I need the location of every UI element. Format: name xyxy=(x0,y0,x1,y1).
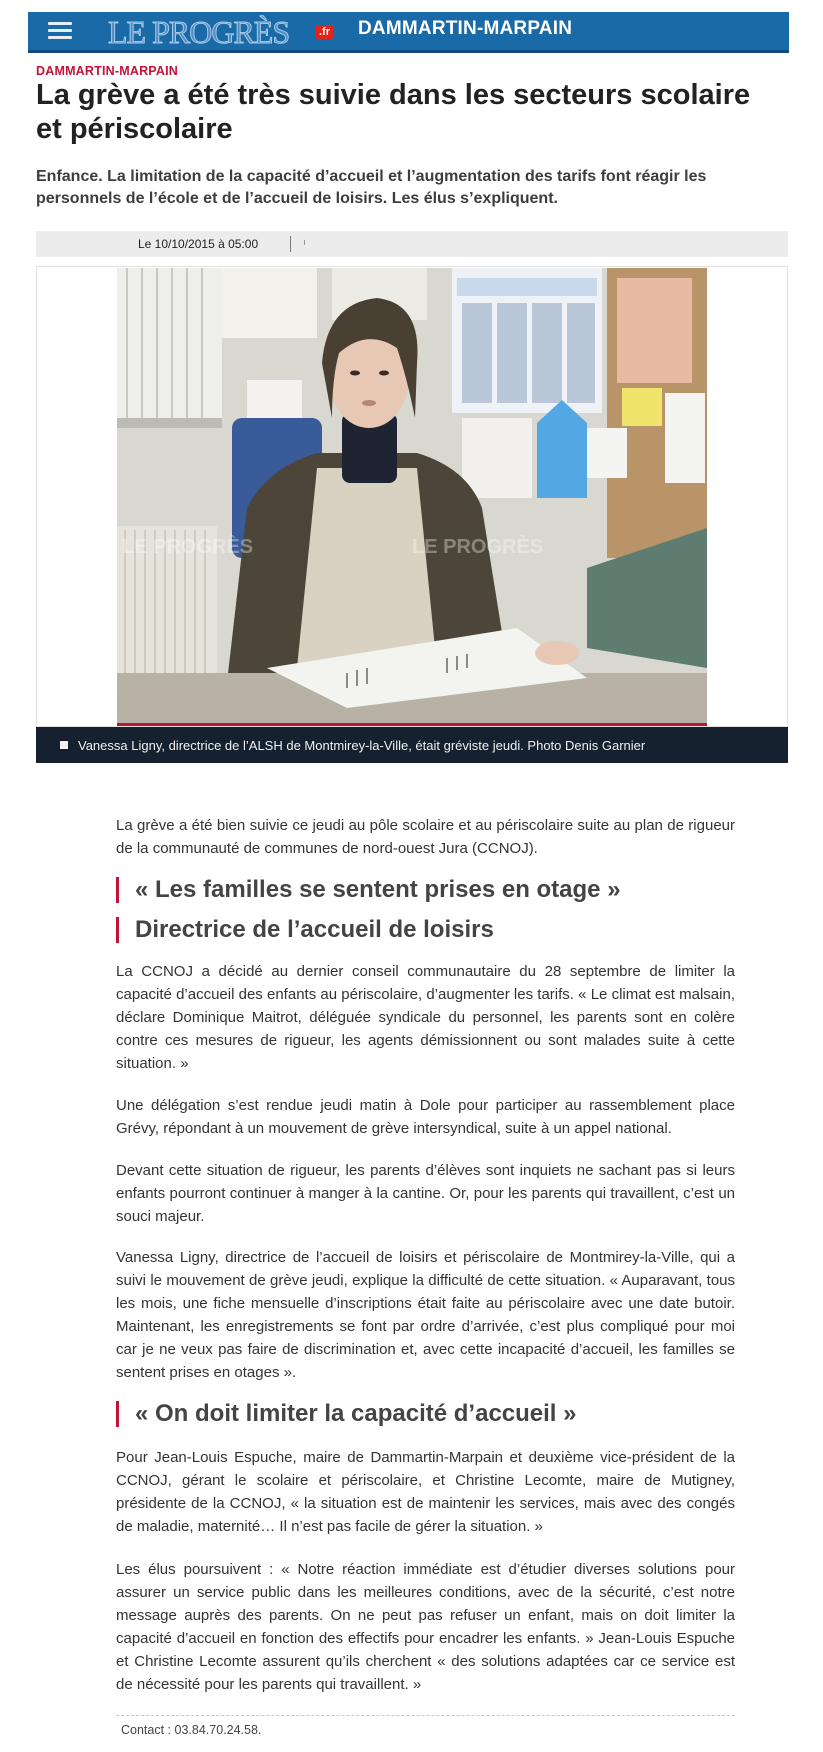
menu-button[interactable] xyxy=(28,12,92,50)
site-logo[interactable]: LE PROGRÈS xyxy=(108,14,290,50)
article-subhead: « On doit limiter la capacité d’accueil » xyxy=(116,1401,735,1427)
article-lead: Enfance. La limitation de la capacité d’accueil et l’augmentation des tarifs font réagir les personnels de l’école et de l’accueil de loisirs. Les élus s’expliquent. xyxy=(36,168,707,207)
article-paragraph: La grève a été bien suivie ce jeudi au pôle scolaire et au périscolaire suite au plan de rigueur de la communauté de communes de nord-ouest Jura (CCNOJ). xyxy=(116,817,735,857)
square-bullet-icon xyxy=(60,741,68,749)
article-meta-bar xyxy=(36,231,788,257)
photo-caption xyxy=(36,727,788,763)
article-paragraph: Pour Jean-Louis Espuche, maire de Dammartin-Marpain et deuxième vice-président de la CCNOJ, gérant le scolaire et périscolaire, et Christine Lecomte, maire de Mutigney, présidente de la CCNOJ, « la situation est de maintenir les services, mais avec des congés de maladie, maternité… Il n’est pas facile de gérer la situation. » xyxy=(116,1449,735,1535)
meta-divider xyxy=(290,236,291,252)
site-header xyxy=(28,12,789,53)
article-subhead: Directrice de l’accueil de loisirs xyxy=(116,917,735,943)
article-paragraph: La CCNOJ a décidé au dernier conseil communautaire du 28 septembre de limiter la capacité d’accueil des enfants au périscolaire, d’augmenter les tarifs. « Le climat est malsain, déclare Dominique Maitrot, déléguée syndicale du personnel, les parents sont en colère contre ces mesures de rigueur, les agents démissionnent ou sont malades suite à cette situation. » xyxy=(116,963,735,1072)
edition-name[interactable]: DAMMARTIN-MARPAIN xyxy=(358,18,573,39)
photo-caption-text: Vanessa Ligny, directrice de l’ALSH de Montmirey-la-Ville, était gréviste jeudi. Photo Denis Garnier xyxy=(78,738,646,753)
publish-date: Le 10/10/2015 à 05:00 xyxy=(138,237,259,251)
article-paragraph: Les élus poursuivent : « Notre réaction immédiate est d’étudier diverses solutions pour assurer un service public dans les meilleures conditions, avec de la sécurité, c’est notre message auprès des parents. On ne peut pas refuser un enfant, mais on doit limiter la capacité d’accueil en fonction des effectifs pour encadrer les enfants. » Jean-Louis Espuche et Christine Lecomte assurent qu’ils cherchent « des solutions adaptées car ce service est de nécessité pour les parents qui travaillent. » xyxy=(116,1561,735,1693)
article-paragraph: Devant cette situation de rigueur, les parents d’élèves sont inquiets ne sachant pas si leurs enfants pourront continuer à manger à la cantine. Or, pour les parents qui travaillent, c’est un souci majeur. xyxy=(116,1162,735,1225)
hamburger-menu-icon xyxy=(48,22,72,40)
meta-divider xyxy=(304,240,305,245)
article-paragraph: Une délégation s’est rendue jeudi matin à Dole pour participer au rassemblement place Grévy, répondant à un mouvement de grève intersyndical, suite à un appel national. xyxy=(116,1097,735,1137)
logo-suffix: .fr xyxy=(316,25,333,39)
photo-watermark: LE PROGRÈS xyxy=(412,536,544,558)
photo-watermark: LE PROGRÈS xyxy=(122,536,254,558)
photo-frame xyxy=(36,266,788,727)
article-subhead: « Les familles se sentent prises en otage » xyxy=(116,877,735,903)
article-paragraph: Vanessa Ligny, directrice de l’accueil de loisirs et périscolaire de Montmirey-la-Ville, qui a suivi le mouvement de grève jeudi, explique la difficulté de cette situation. « Auparavant, tous les mois, une fiche mensuelle d’inscriptions était faite au périscolaire avec une date butoir. Maintenant, les enregistrements se font par ordre d’arrivée, c’est plus compliqué pour moi car je ne veux pas faire de discrimination et, avec cette incapacité d’accueil, les familles se sentent prises en otages ». xyxy=(116,1249,735,1381)
article-kicker[interactable]: DAMMARTIN-MARPAIN xyxy=(36,64,179,78)
article-title: La grève a été très suivie dans les secteurs scolaire et périscolaire xyxy=(36,79,751,145)
contact-divider xyxy=(116,1715,735,1716)
article-photo[interactable] xyxy=(117,268,707,726)
contact-line: Contact : 03.84.70.24.58. xyxy=(121,1723,262,1737)
